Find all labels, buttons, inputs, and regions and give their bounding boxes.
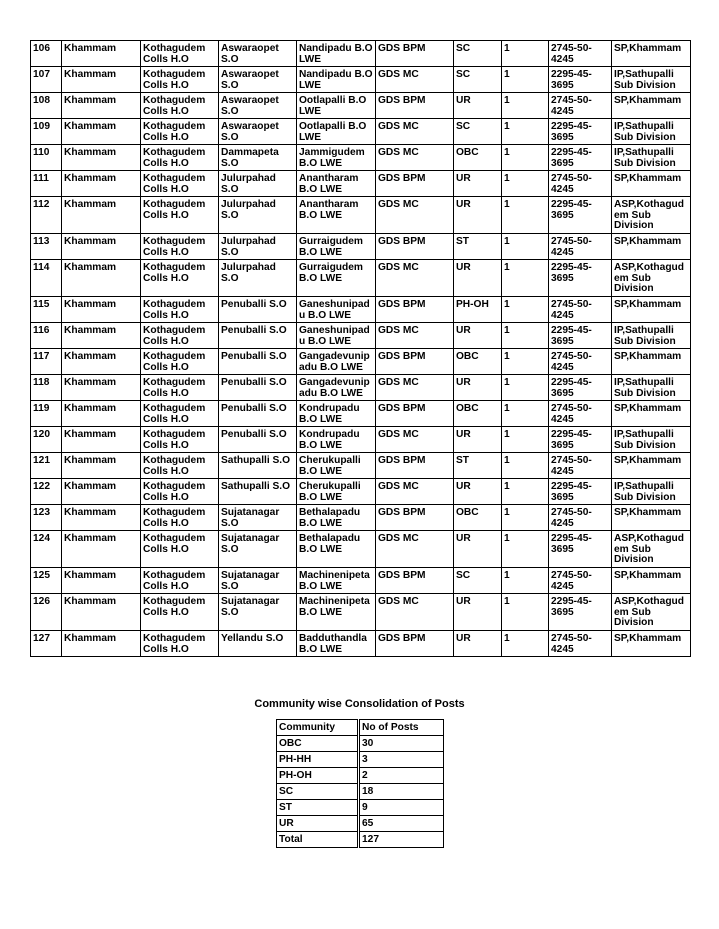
cell-district: Khammam xyxy=(62,568,141,594)
cell-no: 116 xyxy=(31,323,62,349)
cell-authority: SP,Khammam xyxy=(612,401,691,427)
cell-so: Julurpahad S.O xyxy=(219,171,297,197)
cell-no: 121 xyxy=(31,453,62,479)
cell-no: 114 xyxy=(31,260,62,297)
cell-bo: Cherukupalli B.O LWE xyxy=(297,453,376,479)
cell-no: 120 xyxy=(31,427,62,453)
cell-pay: 2745-50-4245 xyxy=(549,171,612,197)
cell-authority: IP,Sathupalli Sub Division xyxy=(612,145,691,171)
cell-so: Aswaraopet S.O xyxy=(219,67,297,93)
cell-count: 1 xyxy=(502,375,549,401)
summary-row xyxy=(277,752,444,768)
cell-ho: Kothagudem Colls H.O xyxy=(141,119,219,145)
cell-pay: 2745-50-4245 xyxy=(549,505,612,531)
cell-no: 124 xyxy=(31,531,62,568)
cell-pay: 2295-45-3695 xyxy=(549,260,612,297)
table-row xyxy=(31,171,691,197)
cell-authority: SP,Khammam xyxy=(612,93,691,119)
cell-count: 1 xyxy=(502,594,549,631)
cell-authority: IP,Sathupalli Sub Division xyxy=(612,67,691,93)
cell-district: Khammam xyxy=(62,531,141,568)
cell-count: 1 xyxy=(502,427,549,453)
cell-so: Sujatanagar S.O xyxy=(219,505,297,531)
cell-category: UR xyxy=(454,479,502,505)
cell-bo: Ganeshunipadu B.O LWE xyxy=(297,323,376,349)
cell-ho: Kothagudem Colls H.O xyxy=(141,427,219,453)
cell-district: Khammam xyxy=(62,119,141,145)
cell-authority: SP,Khammam xyxy=(612,41,691,67)
cell-post: GDS MC xyxy=(376,197,454,234)
cell-so: Sathupalli S.O xyxy=(219,453,297,479)
cell-authority: ASP,Kothagudem Sub Division xyxy=(612,260,691,297)
cell-so: Sathupalli S.O xyxy=(219,479,297,505)
cell-ho: Kothagudem Colls H.O xyxy=(141,297,219,323)
cell-bo: Ootlapalli B.O LWE xyxy=(297,119,376,145)
cell-post: GDS MC xyxy=(376,594,454,631)
cell-post: GDS BPM xyxy=(376,401,454,427)
cell-count: 1 xyxy=(502,67,549,93)
cell-so: Julurpahad S.O xyxy=(219,197,297,234)
cell-pay: 2295-45-3695 xyxy=(549,67,612,93)
cell-no: 106 xyxy=(31,41,62,67)
cell-post: GDS MC xyxy=(376,119,454,145)
community-summary-table xyxy=(276,719,444,848)
cell-bo: Jammigudem B.O LWE xyxy=(297,145,376,171)
cell-pay: 2745-50-4245 xyxy=(549,41,612,67)
summary-count: 18 xyxy=(359,784,444,800)
cell-post: GDS BPM xyxy=(376,568,454,594)
summary-count: 127 xyxy=(359,832,444,848)
table-row xyxy=(31,67,691,93)
cell-authority: SP,Khammam xyxy=(612,568,691,594)
cell-pay: 2295-45-3695 xyxy=(549,375,612,401)
cell-ho: Kothagudem Colls H.O xyxy=(141,260,219,297)
cell-post: GDS BPM xyxy=(376,41,454,67)
summary-row xyxy=(277,736,444,752)
cell-no: 107 xyxy=(31,67,62,93)
cell-count: 1 xyxy=(502,145,549,171)
cell-ho: Kothagudem Colls H.O xyxy=(141,171,219,197)
table-row xyxy=(31,631,691,657)
cell-bo: Cherukupalli B.O LWE xyxy=(297,479,376,505)
summary-header-row xyxy=(277,720,444,736)
cell-pay: 2295-45-3695 xyxy=(549,323,612,349)
cell-so: Penuballi S.O xyxy=(219,323,297,349)
summary-count: 2 xyxy=(359,768,444,784)
cell-so: Penuballi S.O xyxy=(219,375,297,401)
cell-district: Khammam xyxy=(62,171,141,197)
cell-category: SC xyxy=(454,568,502,594)
cell-pay: 2745-50-4245 xyxy=(549,568,612,594)
summary-title: Community wise Consolidation of Posts xyxy=(254,698,465,710)
cell-category: OBC xyxy=(454,401,502,427)
cell-count: 1 xyxy=(502,479,549,505)
cell-ho: Kothagudem Colls H.O xyxy=(141,375,219,401)
summary-header-community: Community xyxy=(277,720,359,736)
cell-authority: ASP,Kothagudem Sub Division xyxy=(612,531,691,568)
cell-no: 125 xyxy=(31,568,62,594)
cell-pay: 2295-45-3695 xyxy=(549,531,612,568)
summary-table-body xyxy=(277,736,444,848)
cell-so: Aswaraopet S.O xyxy=(219,119,297,145)
cell-bo: Gangadevunipadu B.O LWE xyxy=(297,349,376,375)
cell-category: UR xyxy=(454,631,502,657)
cell-count: 1 xyxy=(502,349,549,375)
cell-so: Sujatanagar S.O xyxy=(219,568,297,594)
cell-ho: Kothagudem Colls H.O xyxy=(141,631,219,657)
cell-authority: SP,Khammam xyxy=(612,349,691,375)
cell-no: 111 xyxy=(31,171,62,197)
cell-post: GDS MC xyxy=(376,67,454,93)
summary-community: ST xyxy=(277,800,359,816)
cell-category: UR xyxy=(454,594,502,631)
summary-count: 9 xyxy=(359,800,444,816)
cell-authority: ASP,Kothagudem Sub Division xyxy=(612,594,691,631)
cell-authority: IP,Sathupalli Sub Division xyxy=(612,119,691,145)
cell-category: ST xyxy=(454,234,502,260)
cell-bo: Kondrupadu B.O LWE xyxy=(297,427,376,453)
cell-no: 126 xyxy=(31,594,62,631)
cell-post: GDS BPM xyxy=(376,297,454,323)
cell-so: Yellandu S.O xyxy=(219,631,297,657)
cell-district: Khammam xyxy=(62,479,141,505)
cell-authority: IP,Sathupalli Sub Division xyxy=(612,479,691,505)
cell-category: PH-OH xyxy=(454,297,502,323)
cell-authority: IP,Sathupalli Sub Division xyxy=(612,323,691,349)
cell-pay: 2745-50-4245 xyxy=(549,453,612,479)
cell-bo: Badduthandla B.O LWE xyxy=(297,631,376,657)
cell-category: UR xyxy=(454,93,502,119)
summary-row xyxy=(277,816,444,832)
cell-so: Penuballi S.O xyxy=(219,349,297,375)
cell-authority: ASP,Kothagudem Sub Division xyxy=(612,197,691,234)
cell-district: Khammam xyxy=(62,197,141,234)
cell-district: Khammam xyxy=(62,234,141,260)
table-row xyxy=(31,479,691,505)
cell-authority: SP,Khammam xyxy=(612,234,691,260)
table-row xyxy=(31,594,691,631)
table-row xyxy=(31,260,691,297)
cell-count: 1 xyxy=(502,401,549,427)
cell-district: Khammam xyxy=(62,401,141,427)
cell-count: 1 xyxy=(502,41,549,67)
cell-district: Khammam xyxy=(62,631,141,657)
cell-pay: 2295-45-3695 xyxy=(549,479,612,505)
cell-authority: SP,Khammam xyxy=(612,453,691,479)
cell-ho: Kothagudem Colls H.O xyxy=(141,531,219,568)
cell-ho: Kothagudem Colls H.O xyxy=(141,323,219,349)
cell-no: 127 xyxy=(31,631,62,657)
table-row xyxy=(31,427,691,453)
summary-count: 30 xyxy=(359,736,444,752)
cell-ho: Kothagudem Colls H.O xyxy=(141,349,219,375)
cell-bo: Machinenipeta B.O LWE xyxy=(297,568,376,594)
cell-post: GDS BPM xyxy=(376,234,454,260)
cell-authority: SP,Khammam xyxy=(612,631,691,657)
posts-table-body xyxy=(31,41,691,657)
table-row xyxy=(31,401,691,427)
cell-district: Khammam xyxy=(62,260,141,297)
cell-count: 1 xyxy=(502,171,549,197)
cell-post: GDS MC xyxy=(376,323,454,349)
cell-category: UR xyxy=(454,375,502,401)
posts-table xyxy=(30,40,691,657)
table-row xyxy=(31,531,691,568)
cell-category: OBC xyxy=(454,349,502,375)
summary-community: PH-HH xyxy=(277,752,359,768)
cell-pay: 2745-50-4245 xyxy=(549,93,612,119)
cell-count: 1 xyxy=(502,234,549,260)
cell-district: Khammam xyxy=(62,145,141,171)
cell-district: Khammam xyxy=(62,93,141,119)
table-row xyxy=(31,234,691,260)
cell-category: UR xyxy=(454,531,502,568)
cell-count: 1 xyxy=(502,531,549,568)
table-row xyxy=(31,93,691,119)
cell-post: GDS BPM xyxy=(376,631,454,657)
cell-pay: 2745-50-4245 xyxy=(549,234,612,260)
cell-bo: Nandipadu B.O LWE xyxy=(297,67,376,93)
table-row xyxy=(31,505,691,531)
cell-so: Julurpahad S.O xyxy=(219,260,297,297)
cell-post: GDS MC xyxy=(376,427,454,453)
cell-district: Khammam xyxy=(62,453,141,479)
cell-ho: Kothagudem Colls H.O xyxy=(141,568,219,594)
cell-bo: Gurraigudem B.O LWE xyxy=(297,234,376,260)
cell-ho: Kothagudem Colls H.O xyxy=(141,479,219,505)
cell-pay: 2295-45-3695 xyxy=(549,119,612,145)
cell-count: 1 xyxy=(502,297,549,323)
cell-so: Dammapeta S.O xyxy=(219,145,297,171)
summary-community: Total xyxy=(277,832,359,848)
cell-bo: Kondrupadu B.O LWE xyxy=(297,401,376,427)
cell-ho: Kothagudem Colls H.O xyxy=(141,453,219,479)
cell-so: Aswaraopet S.O xyxy=(219,41,297,67)
cell-post: GDS MC xyxy=(376,479,454,505)
cell-authority: SP,Khammam xyxy=(612,171,691,197)
cell-post: GDS BPM xyxy=(376,505,454,531)
summary-community: UR xyxy=(277,816,359,832)
cell-count: 1 xyxy=(502,453,549,479)
cell-category: OBC xyxy=(454,145,502,171)
summary-community: OBC xyxy=(277,736,359,752)
cell-ho: Kothagudem Colls H.O xyxy=(141,234,219,260)
cell-ho: Kothagudem Colls H.O xyxy=(141,41,219,67)
table-row xyxy=(31,453,691,479)
table-row xyxy=(31,119,691,145)
cell-ho: Kothagudem Colls H.O xyxy=(141,145,219,171)
cell-count: 1 xyxy=(502,119,549,145)
cell-post: GDS MC xyxy=(376,145,454,171)
cell-ho: Kothagudem Colls H.O xyxy=(141,594,219,631)
cell-bo: Nandipadu B.O LWE xyxy=(297,41,376,67)
cell-district: Khammam xyxy=(62,375,141,401)
cell-district: Khammam xyxy=(62,297,141,323)
table-row xyxy=(31,323,691,349)
cell-so: Penuballi S.O xyxy=(219,297,297,323)
cell-pay: 2295-45-3695 xyxy=(549,427,612,453)
cell-count: 1 xyxy=(502,197,549,234)
cell-so: Aswaraopet S.O xyxy=(219,93,297,119)
cell-bo: Machinenipeta B.O LWE xyxy=(297,594,376,631)
cell-count: 1 xyxy=(502,505,549,531)
summary-header-count: No of Posts xyxy=(359,720,444,736)
cell-bo: Ootlapalli B.O LWE xyxy=(297,93,376,119)
table-row xyxy=(31,349,691,375)
cell-no: 117 xyxy=(31,349,62,375)
cell-no: 118 xyxy=(31,375,62,401)
cell-pay: 2745-50-4245 xyxy=(549,349,612,375)
cell-so: Julurpahad S.O xyxy=(219,234,297,260)
summary-count: 3 xyxy=(359,752,444,768)
cell-post: GDS BPM xyxy=(376,453,454,479)
cell-bo: Anantharam B.O LWE xyxy=(297,171,376,197)
cell-district: Khammam xyxy=(62,67,141,93)
cell-count: 1 xyxy=(502,93,549,119)
cell-category: UR xyxy=(454,323,502,349)
cell-bo: Gangadevunipadu B.O LWE xyxy=(297,375,376,401)
cell-count: 1 xyxy=(502,568,549,594)
cell-category: UR xyxy=(454,260,502,297)
cell-count: 1 xyxy=(502,631,549,657)
cell-ho: Kothagudem Colls H.O xyxy=(141,197,219,234)
cell-pay: 2745-50-4245 xyxy=(549,297,612,323)
table-row xyxy=(31,297,691,323)
cell-no: 119 xyxy=(31,401,62,427)
cell-post: GDS BPM xyxy=(376,93,454,119)
summary-row xyxy=(277,784,444,800)
cell-pay: 2295-45-3695 xyxy=(549,197,612,234)
cell-so: Sujatanagar S.O xyxy=(219,594,297,631)
cell-ho: Kothagudem Colls H.O xyxy=(141,67,219,93)
table-row xyxy=(31,568,691,594)
cell-no: 109 xyxy=(31,119,62,145)
cell-district: Khammam xyxy=(62,594,141,631)
cell-category: OBC xyxy=(454,505,502,531)
cell-authority: IP,Sathupalli Sub Division xyxy=(612,427,691,453)
summary-row xyxy=(277,768,444,784)
summary-community: PH-OH xyxy=(277,768,359,784)
table-row xyxy=(31,145,691,171)
cell-count: 1 xyxy=(502,260,549,297)
summary-community: SC xyxy=(277,784,359,800)
cell-pay: 2745-50-4245 xyxy=(549,631,612,657)
cell-authority: IP,Sathupalli Sub Division xyxy=(612,375,691,401)
summary-row xyxy=(277,832,444,848)
cell-count: 1 xyxy=(502,323,549,349)
cell-district: Khammam xyxy=(62,427,141,453)
cell-so: Penuballi S.O xyxy=(219,427,297,453)
cell-district: Khammam xyxy=(62,41,141,67)
cell-category: SC xyxy=(454,41,502,67)
cell-post: GDS MC xyxy=(376,375,454,401)
cell-bo: Ganeshunipadu B.O LWE xyxy=(297,297,376,323)
cell-ho: Kothagudem Colls H.O xyxy=(141,401,219,427)
cell-district: Khammam xyxy=(62,349,141,375)
cell-pay: 2295-45-3695 xyxy=(549,594,612,631)
cell-district: Khammam xyxy=(62,323,141,349)
cell-district: Khammam xyxy=(62,505,141,531)
cell-no: 123 xyxy=(31,505,62,531)
cell-no: 115 xyxy=(31,297,62,323)
cell-post: GDS MC xyxy=(376,531,454,568)
cell-bo: Bethalapadu B.O LWE xyxy=(297,505,376,531)
cell-category: SC xyxy=(454,67,502,93)
cell-pay: 2745-50-4245 xyxy=(549,401,612,427)
table-row xyxy=(31,375,691,401)
cell-category: UR xyxy=(454,171,502,197)
cell-category: UR xyxy=(454,427,502,453)
cell-ho: Kothagudem Colls H.O xyxy=(141,93,219,119)
cell-category: UR xyxy=(454,197,502,234)
cell-ho: Kothagudem Colls H.O xyxy=(141,505,219,531)
table-row xyxy=(31,41,691,67)
cell-category: ST xyxy=(454,453,502,479)
cell-bo: Anantharam B.O LWE xyxy=(297,197,376,234)
summary-row xyxy=(277,800,444,816)
cell-authority: SP,Khammam xyxy=(612,505,691,531)
cell-post: GDS BPM xyxy=(376,349,454,375)
cell-category: SC xyxy=(454,119,502,145)
cell-so: Sujatanagar S.O xyxy=(219,531,297,568)
cell-bo: Gurraigudem B.O LWE xyxy=(297,260,376,297)
table-row xyxy=(31,197,691,234)
cell-pay: 2295-45-3695 xyxy=(549,145,612,171)
cell-no: 112 xyxy=(31,197,62,234)
cell-no: 122 xyxy=(31,479,62,505)
cell-no: 108 xyxy=(31,93,62,119)
cell-post: GDS BPM xyxy=(376,171,454,197)
cell-post: GDS MC xyxy=(376,260,454,297)
cell-no: 110 xyxy=(31,145,62,171)
cell-bo: Bethalapadu B.O LWE xyxy=(297,531,376,568)
cell-no: 113 xyxy=(31,234,62,260)
summary-count: 65 xyxy=(359,816,444,832)
cell-so: Penuballi S.O xyxy=(219,401,297,427)
cell-authority: SP,Khammam xyxy=(612,297,691,323)
